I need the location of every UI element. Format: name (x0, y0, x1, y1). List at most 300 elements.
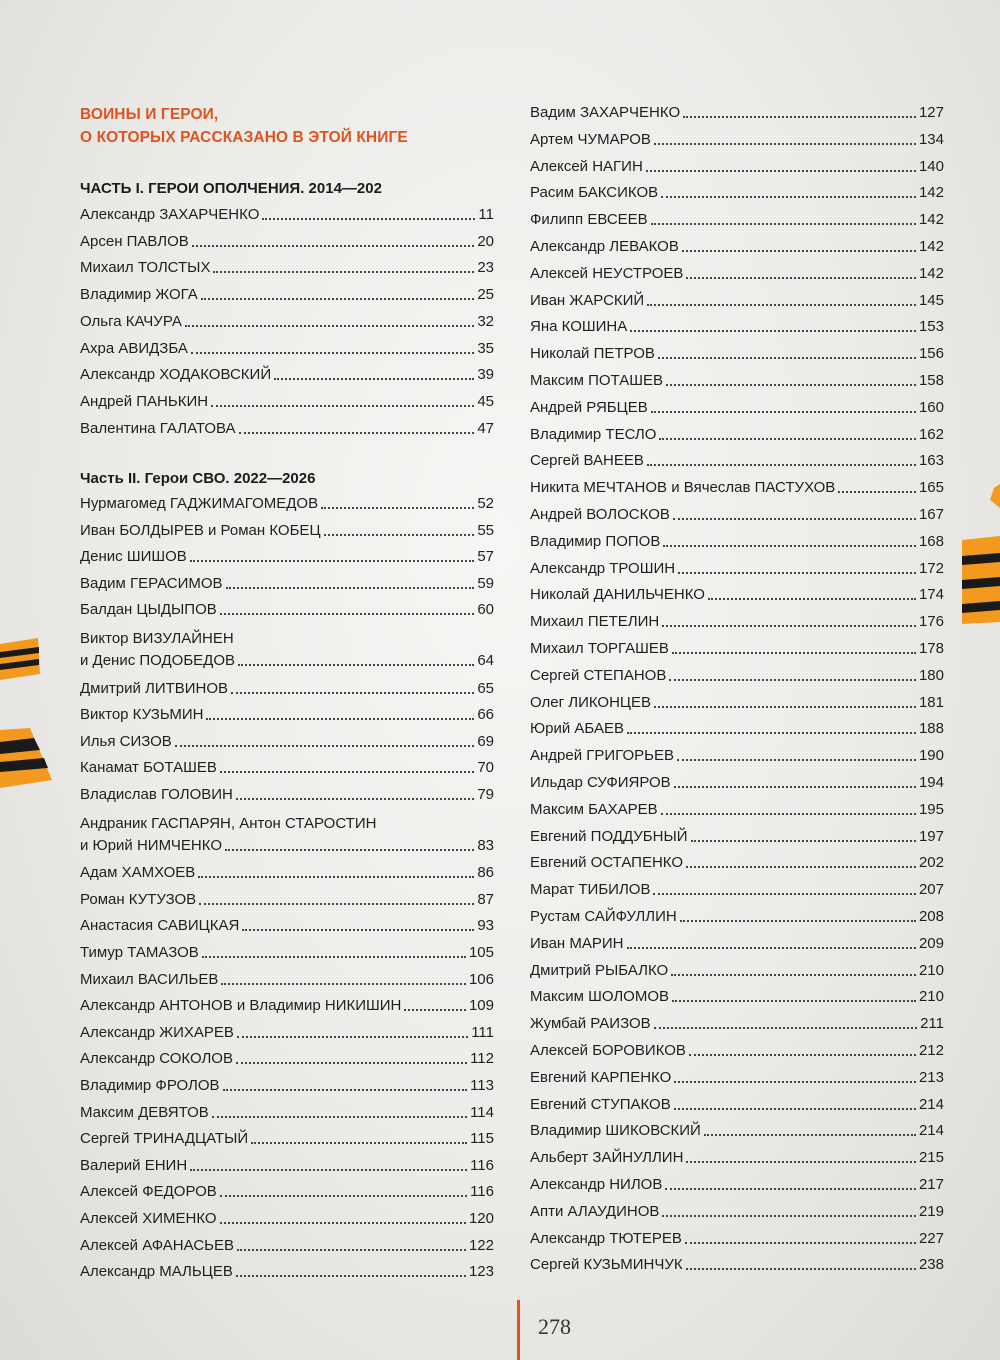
dot-leader (236, 1275, 466, 1277)
dot-leader (199, 903, 474, 905)
dot-leader (708, 598, 916, 600)
entry-page: 60 (477, 601, 494, 619)
entry-page: 113 (470, 1077, 494, 1094)
dot-leader (220, 613, 475, 615)
toc-entry (80, 1128, 494, 1148)
toc-entry (530, 397, 944, 417)
entry-page: 210 (918, 988, 944, 1006)
entry-name: Жумбай РАИЗОВ (530, 1015, 651, 1033)
toc-entry (80, 257, 494, 277)
toc-entry (80, 1022, 494, 1042)
entry-name: Денис ШИШОВ (80, 548, 187, 566)
entry-page: 165 (918, 479, 944, 497)
st-george-ribbon-right (962, 480, 1000, 630)
entry-page: 142 (918, 264, 944, 282)
toc-entry (80, 757, 494, 777)
entry-page: 188 (918, 720, 944, 738)
toc-entry (530, 102, 944, 122)
toc-entry (80, 391, 494, 411)
toc-entry (80, 546, 494, 566)
book-heading-line: О КОТОРЫХ РАССКАЗАНО В ЭТОЙ КНИГЕ (80, 129, 408, 146)
toc-entry (80, 418, 494, 438)
toc-entry (530, 879, 944, 899)
dot-leader (654, 706, 916, 708)
entry-name: Александр НИЛОВ (530, 1176, 663, 1193)
toc-entry (80, 493, 494, 513)
entry-page: 142 (918, 184, 944, 202)
toc-entry (530, 1013, 944, 1033)
toc-entry (80, 520, 494, 540)
entry-name: Максим ПОТАШЕВ (530, 372, 663, 389)
entry-name: Канамат БОТАШЕВ (80, 759, 217, 777)
entry-page: 202 (918, 854, 944, 872)
toc-entry (530, 799, 944, 819)
dot-leader (647, 304, 916, 306)
dot-leader (211, 405, 474, 407)
dot-leader (658, 357, 916, 359)
dot-leader (238, 664, 474, 666)
dot-leader (686, 866, 916, 868)
dot-leader (236, 1062, 467, 1064)
entry-name: Анастасия САВИЦКАЯ (80, 917, 240, 935)
dot-leader (691, 840, 916, 842)
dot-leader (651, 411, 916, 413)
toc-entry (80, 969, 494, 989)
entry-name: Алексей НЕУСТРОЕВ (530, 264, 684, 282)
entry-name: Илья СИЗОВ (80, 732, 172, 750)
entry-name: Максим БАХАРЕВ (530, 800, 658, 818)
toc-entry (80, 231, 494, 251)
entry-name-line1: Виктор ВИЗУЛАЙНЕН (80, 630, 234, 647)
entry-page: 168 (918, 532, 944, 550)
entry-page: 123 (468, 1263, 494, 1281)
entry-name: Александр АНТОНОВ и Владимир НИКИШИН (80, 997, 402, 1015)
entry-name: Андрей РЯБЦЕВ (530, 398, 648, 416)
toc-entry (530, 343, 944, 363)
dot-leader (201, 298, 475, 300)
dot-leader (674, 786, 916, 788)
toc-entry (80, 364, 494, 384)
entry-page: 208 (918, 908, 944, 925)
toc-entry (80, 704, 494, 724)
dot-leader (231, 692, 474, 694)
dot-leader (185, 325, 474, 327)
dot-leader (653, 893, 915, 895)
toc-entry (530, 209, 944, 229)
toc-entry (530, 370, 944, 390)
entry-page: 160 (918, 398, 944, 416)
entry-name: Тимур ТАМАЗОВ (80, 944, 199, 961)
toc-entry (80, 862, 494, 882)
entry-page: 122 (468, 1236, 494, 1254)
entry-page: 65 (477, 679, 494, 697)
dot-leader (262, 218, 475, 220)
entry-page: 217 (918, 1176, 944, 1193)
entry-name: Евгений ПОДДУБНЫЙ (530, 827, 688, 845)
entry-page: 209 (918, 934, 944, 952)
entry-name: Александр ЛЕВАКОВ (530, 238, 679, 255)
entry-page: 212 (918, 1042, 944, 1059)
entry-name: Сергей ВАНЕЕВ (530, 452, 644, 470)
entry-page: 180 (918, 666, 944, 684)
entry-name: Роман КУТУЗОВ (80, 890, 197, 908)
entry-page: 158 (918, 372, 944, 389)
entry-page: 59 (477, 574, 494, 592)
entry-page: 109 (468, 997, 494, 1015)
entry-page: 213 (918, 1068, 944, 1086)
entry-page: 23 (477, 259, 494, 277)
toc-entry (530, 477, 944, 497)
dot-leader (672, 1000, 916, 1002)
entry-name: Адам ХАМХОЕВ (80, 864, 196, 882)
entry-name: Юрий АБАЕВ (530, 720, 624, 738)
part2-title: Часть II. Герои СВО. 2022—2026 (80, 470, 316, 487)
entry-page: 93 (477, 917, 494, 935)
entry-name: Александр СОКОЛОВ (80, 1050, 233, 1068)
entry-name: Вадим ГЕРАСИМОВ (80, 574, 223, 592)
entry-page: 35 (477, 339, 494, 357)
dot-leader (237, 1249, 466, 1251)
entry-page: 115 (470, 1130, 494, 1148)
entry-page: 45 (477, 392, 494, 410)
entry-page: 86 (477, 864, 494, 882)
toc-entry (530, 1040, 944, 1060)
entry-name: Ахра АВИДЗБА (80, 339, 188, 357)
dot-leader (663, 545, 916, 547)
entry-page: 39 (477, 366, 494, 384)
entry-page: 69 (477, 732, 494, 750)
entry-page: 114 (470, 1103, 494, 1121)
entry-name: Дмитрий ЛИТВИНОВ (80, 679, 229, 697)
toc-entry (530, 1120, 944, 1140)
entry-name: Валерий ЕНИН (80, 1156, 188, 1174)
entry-page: 105 (468, 944, 494, 961)
entry-page: 219 (918, 1202, 944, 1220)
entry-name: Никита МЕЧТАНОВ и Вячеслав ПАСТУХОВ (530, 479, 836, 497)
toc-entry (530, 182, 944, 202)
entry-name: Апти АЛАУДИНОВ (530, 1202, 660, 1220)
entry-name: Иван ЖАРСКИЙ (530, 291, 645, 309)
toc-entry (80, 284, 494, 304)
entry-page: 25 (477, 286, 494, 304)
entry-name: Яна КОШИНА (530, 318, 628, 336)
entry-name: Марат ТИБИЛОВ (530, 881, 651, 899)
entry-page: 176 (918, 613, 944, 631)
dot-leader (671, 974, 916, 976)
dot-leader (659, 438, 916, 440)
dot-leader (686, 1268, 916, 1270)
dot-leader (220, 1195, 467, 1197)
dot-leader (654, 143, 916, 145)
toc-entry (80, 889, 494, 909)
toc-entry (530, 290, 944, 310)
toc-entry (530, 745, 944, 765)
toc-entry (80, 678, 494, 698)
entry-name: и Юрий НИМЧЕНКО (80, 836, 222, 854)
dot-leader (404, 1009, 466, 1011)
dot-leader (674, 1108, 916, 1110)
entry-name: Алексей НАГИН (530, 157, 643, 175)
entry-page: 83 (477, 836, 494, 854)
toc-entry (530, 611, 944, 631)
entry-name: Дмитрий РЫБАЛКО (530, 961, 669, 979)
entry-name: Артем ЧУМАРОВ (530, 130, 651, 148)
dot-leader (678, 572, 916, 574)
toc-entry (530, 718, 944, 738)
entry-name: Алексей ФЕДОРОВ (80, 1183, 217, 1201)
dot-leader (651, 223, 916, 225)
dot-leader (202, 956, 466, 958)
entry-name: Алексей АФАНАСЬЕВ (80, 1236, 234, 1254)
toc-entry (80, 1102, 494, 1122)
toc-entry (80, 915, 494, 935)
toc-entry (80, 1155, 494, 1175)
dot-leader (838, 491, 916, 493)
toc-entry (530, 772, 944, 792)
toc-entry (530, 450, 944, 470)
entry-page: 112 (470, 1050, 494, 1068)
dot-leader (647, 464, 916, 466)
entry-page: 163 (918, 452, 944, 470)
entry-name: Максим ДЕВЯТОВ (80, 1103, 209, 1121)
dot-leader (251, 1142, 467, 1144)
toc-entry (530, 531, 944, 551)
entry-name: Виктор КУЗЬМИН (80, 706, 204, 724)
toc-entry (530, 558, 944, 578)
entry-name: Нурмагомед ГАДЖИМАГОМЕДОВ (80, 495, 319, 512)
dot-leader (239, 432, 475, 434)
dot-leader (324, 534, 475, 536)
entry-name: Евгений СТУПАКОВ (530, 1095, 671, 1113)
dot-leader (704, 1134, 916, 1136)
entry-name: Александр ЖИХАРЕВ (80, 1023, 234, 1041)
dot-leader (686, 1161, 916, 1163)
entry-page: 197 (918, 827, 944, 845)
entry-page: 127 (918, 104, 944, 121)
dot-leader (225, 849, 474, 851)
dot-leader (662, 1215, 916, 1217)
entry-page: 214 (918, 1095, 944, 1113)
dot-leader (191, 352, 474, 354)
entry-page: 156 (918, 345, 944, 363)
dot-leader (669, 679, 916, 681)
entry-page: 162 (918, 425, 944, 443)
toc-entry (80, 311, 494, 331)
dot-leader (223, 1089, 468, 1091)
toc-entry (80, 995, 494, 1015)
part1-title: ЧАСТЬ I. ГЕРОИ ОПОЛЧЕНИЯ. 2014—202 (80, 180, 382, 197)
page-rule (517, 1300, 520, 1360)
dot-leader (683, 116, 916, 118)
toc-entry (80, 1075, 494, 1095)
entry-page: 52 (477, 495, 494, 512)
toc-entry (530, 263, 944, 283)
entry-name: Ольга КАЧУРА (80, 312, 182, 330)
entry-page: 227 (918, 1229, 944, 1247)
dot-leader (665, 1188, 916, 1190)
entry-page: 66 (477, 706, 494, 724)
entry-page: 194 (918, 774, 944, 791)
dot-leader (646, 170, 916, 172)
entry-name: Владислав ГОЛОВИН (80, 786, 233, 803)
entry-name: Альберт ЗАЙНУЛЛИН (530, 1149, 684, 1167)
toc-entry (530, 156, 944, 176)
entry-page: 174 (918, 586, 944, 604)
entry-name: Вадим ЗАХАРЧЕНКО (530, 104, 681, 121)
dot-leader (190, 1169, 467, 1171)
entry-page: 116 (470, 1183, 494, 1201)
entry-page: 20 (477, 232, 494, 250)
dot-leader (673, 518, 916, 520)
toc-entry (530, 852, 944, 872)
entry-page: 142 (918, 211, 944, 229)
entry-name: и Денис ПОДОБЕДОВ (80, 652, 236, 669)
entry-name: Андрей ВОЛОСКОВ (530, 506, 670, 523)
entry-page: 238 (918, 1256, 944, 1274)
entry-page: 190 (918, 747, 944, 765)
entry-name: Рустам САЙФУЛЛИН (530, 908, 677, 925)
entry-page: 207 (918, 881, 944, 899)
entry-page: 55 (477, 521, 494, 539)
entry-name: Евгений ОСТАПЕНКО (530, 854, 684, 872)
dot-leader (242, 929, 474, 931)
toc-entry (80, 1181, 494, 1201)
toc-entry (530, 1201, 944, 1221)
entry-name: Филипп ЕВСЕЕВ (530, 211, 648, 229)
toc-entry (80, 942, 494, 962)
toc-entry (530, 129, 944, 149)
entry-page: 215 (918, 1149, 944, 1167)
entry-name: Михаил ТОЛСТЫХ (80, 259, 211, 277)
toc-entry (530, 236, 944, 256)
toc-entry (530, 316, 944, 336)
toc-entry (530, 1254, 944, 1274)
toc-entry (80, 1235, 494, 1255)
toc-entry (530, 1147, 944, 1167)
entry-page: 167 (918, 506, 944, 523)
dot-leader (206, 718, 474, 720)
dot-leader (677, 759, 916, 761)
entry-page: 134 (918, 130, 944, 148)
toc-entry (80, 1261, 494, 1281)
page-number: 278 (538, 1314, 571, 1339)
entry-page: 172 (918, 559, 944, 577)
dot-leader (682, 250, 916, 252)
entry-name: Александр МАЛЬЦЕВ (80, 1263, 233, 1281)
entry-name: Владимир ШИКОВСКИЙ (530, 1122, 701, 1140)
toc-entry (80, 338, 494, 358)
entry-page: 32 (477, 312, 494, 330)
entry-name: Александр ТРОШИН (530, 559, 676, 577)
entry-page: 111 (471, 1023, 494, 1041)
entry-page: 87 (477, 890, 494, 908)
entry-page: 140 (918, 157, 944, 175)
entry-page: 142 (918, 238, 944, 255)
dot-leader (198, 876, 474, 878)
entry-page: 64 (477, 652, 494, 669)
dot-leader (680, 920, 916, 922)
entry-name-line1: Андраник ГАСПАРЯН, Антон СТАРОСТИН (80, 814, 377, 832)
dot-leader (662, 625, 916, 627)
toc-entry (80, 628, 494, 672)
toc-entry (530, 960, 944, 980)
entry-name: Олег ЛИКОНЦЕВ (530, 693, 652, 711)
entry-name: Николай ПЕТРОВ (530, 345, 655, 363)
entry-name: Арсен ПАВЛОВ (80, 232, 189, 250)
entry-name: Алексей ХИМЕНКО (80, 1210, 217, 1227)
toc-entry (80, 599, 494, 619)
entry-page: 178 (918, 640, 944, 657)
toc-entry (80, 784, 494, 804)
toc-entry (530, 1094, 944, 1114)
dot-leader (220, 1222, 466, 1224)
toc-entry (530, 692, 944, 712)
dot-leader (236, 798, 474, 800)
toc-entry (530, 1228, 944, 1248)
dot-leader (274, 378, 474, 380)
dot-leader (212, 1116, 467, 1118)
entry-name: Алексей БОРОВИКОВ (530, 1042, 686, 1059)
toc-entry (530, 424, 944, 444)
entry-name: Александр ЗАХАРЧЕНКО (80, 206, 260, 223)
entry-name: Александр ТЮТЕРЕВ (530, 1229, 682, 1247)
dot-leader (666, 384, 916, 386)
dot-leader (627, 947, 916, 949)
entry-page: 181 (918, 693, 944, 711)
entry-page: 214 (918, 1122, 944, 1140)
entry-name: Владимир ТЕСЛО (530, 425, 657, 443)
entry-name: Ильдар СУФИЯРОВ (530, 774, 671, 791)
entry-name: Сергей КУЗЬМИНЧУК (530, 1256, 683, 1274)
dot-leader (221, 983, 466, 985)
entry-name: Александр ХОДАКОВСКИЙ (80, 366, 272, 384)
dot-leader (630, 330, 916, 332)
toc-entry (530, 1174, 944, 1194)
entry-page: 11 (478, 206, 494, 223)
toc-entry (530, 665, 944, 685)
dot-leader (661, 196, 916, 198)
entry-page: 210 (918, 961, 944, 979)
entry-name: Евгений КАРПЕНКО (530, 1068, 672, 1086)
entry-page: 57 (477, 548, 494, 566)
dot-leader (226, 587, 475, 589)
dot-leader (674, 1081, 916, 1083)
book-heading (80, 103, 500, 149)
book-heading-line: ВОИНЫ И ГЕРОИ, (80, 106, 219, 123)
entry-name: Расим БАКСИКОВ (530, 184, 659, 202)
dot-leader (661, 813, 916, 815)
entry-name: Михаил ВАСИЛЬЕВ (80, 970, 219, 988)
dot-leader (672, 652, 916, 654)
toc-entry (530, 826, 944, 846)
entry-page: 120 (468, 1210, 494, 1227)
entry-name: Николай ДАНИЛЬЧЕНКО (530, 586, 705, 604)
entry-page: 79 (477, 786, 494, 803)
entry-name: Андрей ГРИГОРЬЕВ (530, 747, 674, 765)
dot-leader (175, 745, 474, 747)
toc-entry (530, 584, 944, 604)
entry-name: Владимир ЖОГА (80, 286, 198, 304)
entry-name: Андрей ПАНЬКИН (80, 392, 209, 410)
toc-entry (530, 1067, 944, 1087)
toc-entry (530, 638, 944, 658)
entry-name: Сергей ТРИНАДЦАТЫЙ (80, 1130, 249, 1148)
entry-name: Владимир ФРОЛОВ (80, 1077, 220, 1094)
toc-entry (530, 933, 944, 953)
dot-leader (685, 1242, 916, 1244)
toc-entry (530, 986, 944, 1006)
dot-leader (237, 1036, 468, 1038)
